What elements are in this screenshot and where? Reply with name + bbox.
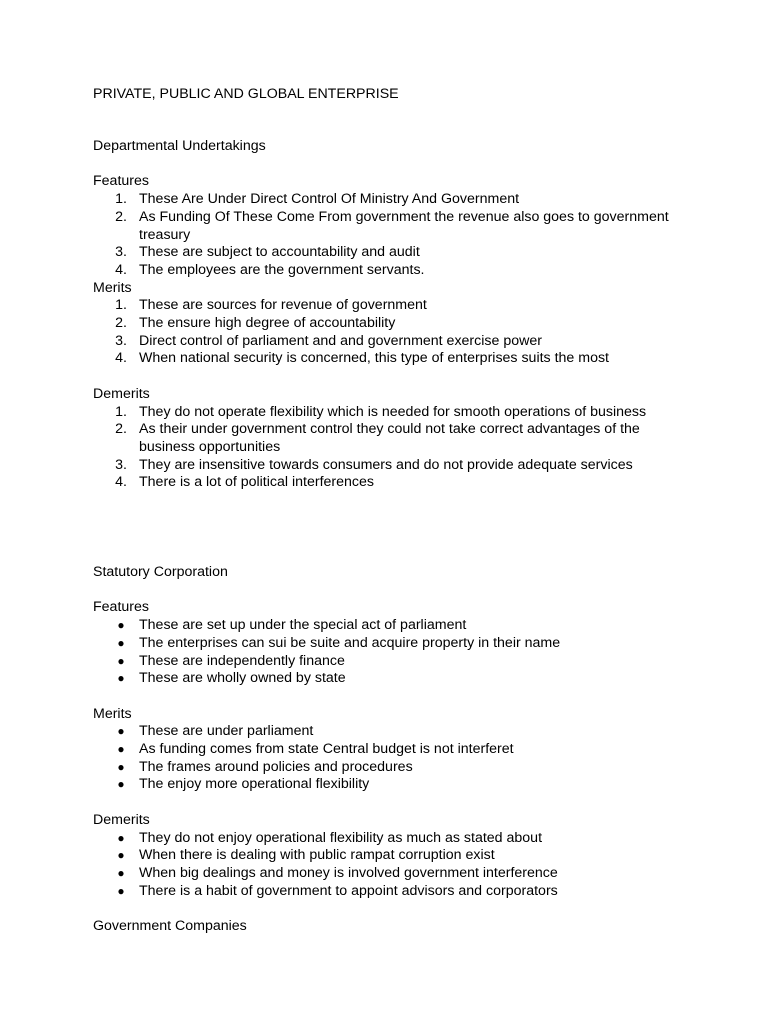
- section-departmental-undertakings: [93, 138, 693, 492]
- list-number: 2.: [115, 315, 127, 332]
- list-item: 3. Direct control of parliament and and government exercise power: [93, 333, 693, 351]
- list-item: ● These are independently finance: [93, 653, 693, 671]
- list-item: ● The frames around policies and procedures: [93, 759, 693, 777]
- bullet-icon: ●: [117, 618, 125, 633]
- section-statutory-corporation: [93, 564, 693, 936]
- list-item: ● The enterprises can sui be suite and acquire property in their name: [93, 635, 693, 653]
- list-item: ● They do not enjoy operational flexibility as much as stated about: [93, 830, 693, 848]
- merits-label: Merits: [93, 279, 132, 296]
- list-item: 3. They are insensitive towards consumers and do not provide adequate services: [93, 457, 693, 475]
- bullet-icon: ●: [117, 671, 125, 686]
- list-item: 2. The ensure high degree of accountability: [93, 315, 693, 333]
- list-number: 2.: [115, 208, 127, 225]
- list-item: ● These are wholly owned by state: [93, 670, 693, 688]
- list-item: 1. These Are Under Direct Control Of Ministry And Government: [93, 191, 693, 209]
- list-item: 4. There is a lot of political interferences: [93, 474, 693, 492]
- list-item: ● The enjoy more operational flexibility: [93, 776, 693, 794]
- list-number: 2.: [115, 421, 127, 438]
- list-item: ● These are under parliament: [93, 723, 693, 741]
- list-item: 2. As their under government control they could not take correct advantages of the business opportunities: [93, 421, 693, 456]
- list-number: 3.: [115, 456, 127, 473]
- features-label: Features: [93, 173, 149, 190]
- list-number: 3.: [115, 332, 127, 349]
- demerits-label: Demerits: [93, 385, 150, 402]
- bullet-icon: ●: [117, 759, 125, 774]
- list-item: ● When big dealings and money is involved government interference: [93, 865, 693, 883]
- bullet-icon: ●: [117, 777, 125, 792]
- bullet-icon: ●: [117, 653, 125, 668]
- bullet-icon: ●: [117, 848, 125, 863]
- list-item: 4. When national security is concerned, this type of enterprises suits the most: [93, 350, 693, 368]
- list-number: 4.: [115, 261, 127, 278]
- list-item: ● These are set up under the special act of parliament: [93, 617, 693, 635]
- section-heading: Departmental Undertakings: [93, 138, 266, 154]
- bullet-icon: ●: [117, 830, 125, 845]
- list-item: ● As funding comes from state Central budget is not interferet: [93, 741, 693, 759]
- document-title: PRIVATE, PUBLIC AND GLOBAL ENTERPRISE: [93, 86, 399, 102]
- merits-label: Merits: [93, 705, 132, 722]
- list-number: 1.: [115, 191, 127, 208]
- list-item: ● There is a habit of government to appoint advisors and corporators: [93, 883, 693, 901]
- list-item: 1. They do not operate flexibility which is needed for smooth operations of business: [93, 404, 693, 422]
- list-item: 3. These are subject to accountability and audit: [93, 244, 693, 262]
- section-heading: Statutory Corporation: [93, 564, 228, 580]
- features-label: Features: [93, 599, 149, 616]
- list-number: 1.: [115, 297, 127, 314]
- bullet-icon: ●: [117, 883, 125, 898]
- demerits-label: Demerits: [93, 811, 150, 828]
- list-number: 4.: [115, 474, 127, 491]
- list-item: 4. The employees are the government servants.: [93, 262, 693, 280]
- list-item: 1. These are sources for revenue of government: [93, 297, 693, 315]
- list-number: 4.: [115, 350, 127, 367]
- bullet-icon: ●: [117, 635, 125, 650]
- section-heading-government-companies: Government Companies: [93, 918, 247, 934]
- list-item: 2. As Funding Of These Come From government the revenue also goes to government treasury: [93, 209, 693, 244]
- list-number: 1.: [115, 403, 127, 420]
- list-item: ● When there is dealing with public rampat corruption exist: [93, 847, 693, 865]
- bullet-icon: ●: [117, 865, 125, 880]
- bullet-icon: ●: [117, 724, 125, 739]
- bullet-icon: ●: [117, 742, 125, 756]
- list-number: 3.: [115, 244, 127, 261]
